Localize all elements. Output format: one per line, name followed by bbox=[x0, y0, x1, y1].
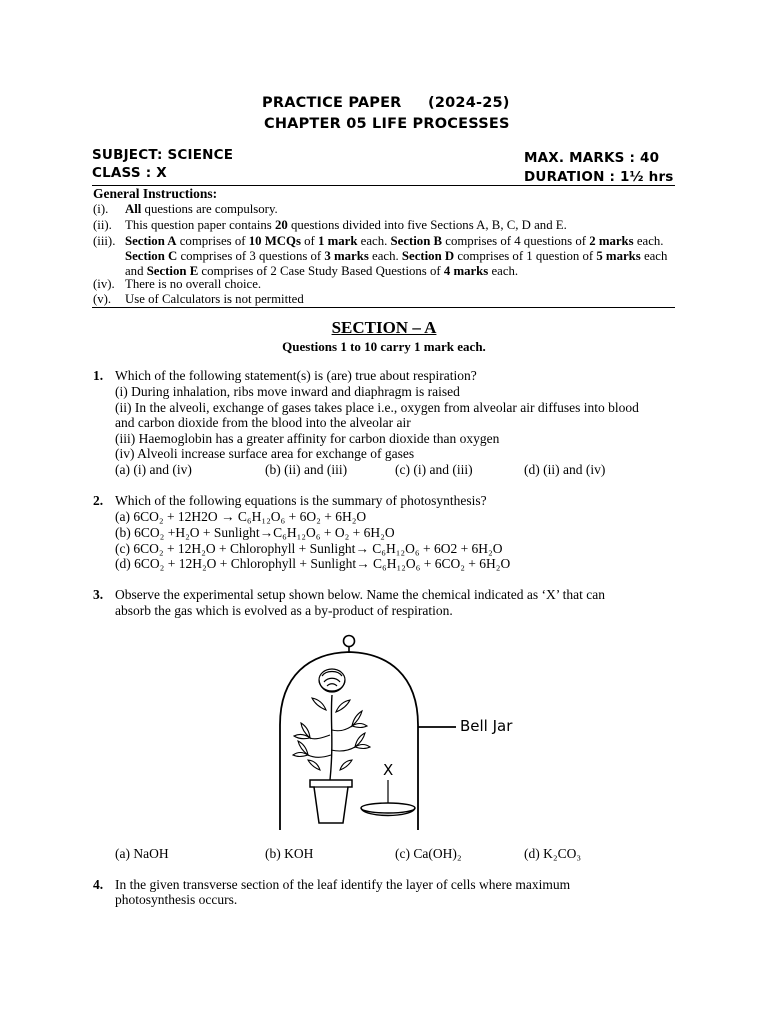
chemical-x-label: X bbox=[383, 761, 394, 779]
subject-label: SUBJECT: SCIENCE bbox=[92, 147, 234, 163]
question-stem: absorb the gas which is evolved as a by-product of respiration. bbox=[115, 603, 453, 618]
max-marks-label: MAX. MARKS : 40 bbox=[524, 150, 660, 166]
question-number: 1. bbox=[93, 368, 104, 383]
duration-label: DURATION : 1½ hrs bbox=[524, 169, 674, 185]
instructions-divider bbox=[92, 307, 675, 308]
option-c: (c) 6CO₂ + 12H₂O + Chlorophyll + Sunlight→ C₆H₁₂O₆ + 6O2 + 6H₂O bbox=[115, 541, 503, 556]
question-number: 2. bbox=[93, 493, 104, 508]
option-c: (c) (i) and (iii) bbox=[395, 462, 473, 477]
question-stem: Which of the following statement(s) is (are) true about respiration? bbox=[115, 368, 477, 383]
statement: (ii) In the alveoli, exchange of gases takes place i.e., oxygen from alveolar air diffuses into blood bbox=[115, 400, 639, 415]
option-c: (c) Ca(OH)₂ bbox=[395, 846, 462, 861]
paper-title: PRACTICE PAPER bbox=[262, 95, 402, 111]
section-title: SECTION – A bbox=[331, 318, 437, 337]
section-subtitle: Questions 1 to 10 carry 1 mark each. bbox=[282, 339, 486, 354]
question-stem: photosynthesis occurs. bbox=[115, 892, 238, 907]
option-a: (a) 6CO₂ + 12H2O → C₆H₁₂O₆ + 6O₂ + 6H₂O bbox=[115, 509, 367, 524]
statement: (iii) Haemoglobin has a greater affinity for carbon dioxide than oxygen bbox=[115, 431, 500, 446]
option-b: (b) (ii) and (iii) bbox=[265, 462, 348, 477]
question-stem: Observe the experimental setup shown below. Name the chemical indicated as ‘X’ that can bbox=[115, 587, 605, 602]
chapter-title: CHAPTER 05 LIFE PROCESSES bbox=[264, 116, 510, 132]
question-number: 4. bbox=[93, 877, 104, 892]
option-d: (d) (ii) and (iv) bbox=[524, 462, 606, 477]
statement: and carbon dioxide from the blood into the alveolar air bbox=[115, 415, 411, 430]
paper-year: (2024-25) bbox=[428, 95, 510, 111]
statement: (i) During inhalation, ribs move inward and diaphragm is raised bbox=[115, 384, 460, 399]
statement: (iv) Alveoli increase surface area for exchange of gases bbox=[115, 446, 415, 461]
option-a: (a) NaOH bbox=[115, 846, 169, 861]
option-d: (d) 6CO₂ + 12H₂O + Chlorophyll + Sunlight→ C₆H₁₂O₆ + 6CO₂ + 6H₂O bbox=[115, 556, 511, 571]
bell-jar-label: Bell Jar bbox=[460, 717, 513, 735]
question-stem: Which of the following equations is the summary of photosynthesis? bbox=[115, 493, 487, 508]
option-d: (d) K₂CO₃ bbox=[524, 846, 582, 861]
option-a: (a) (i) and (iv) bbox=[115, 462, 192, 477]
class-label: CLASS : X bbox=[92, 165, 167, 181]
instructions-heading: General Instructions: bbox=[93, 186, 218, 201]
option-b: (b) KOH bbox=[265, 846, 314, 861]
question-stem: In the given transverse section of the leaf identify the layer of cells where maximum bbox=[115, 877, 571, 892]
option-b: (b) 6CO₂ +H₂O + Sunlight→C₆H₁₂O₆ + O₂ + 6H₂O bbox=[115, 525, 395, 540]
question-number: 3. bbox=[93, 587, 104, 602]
